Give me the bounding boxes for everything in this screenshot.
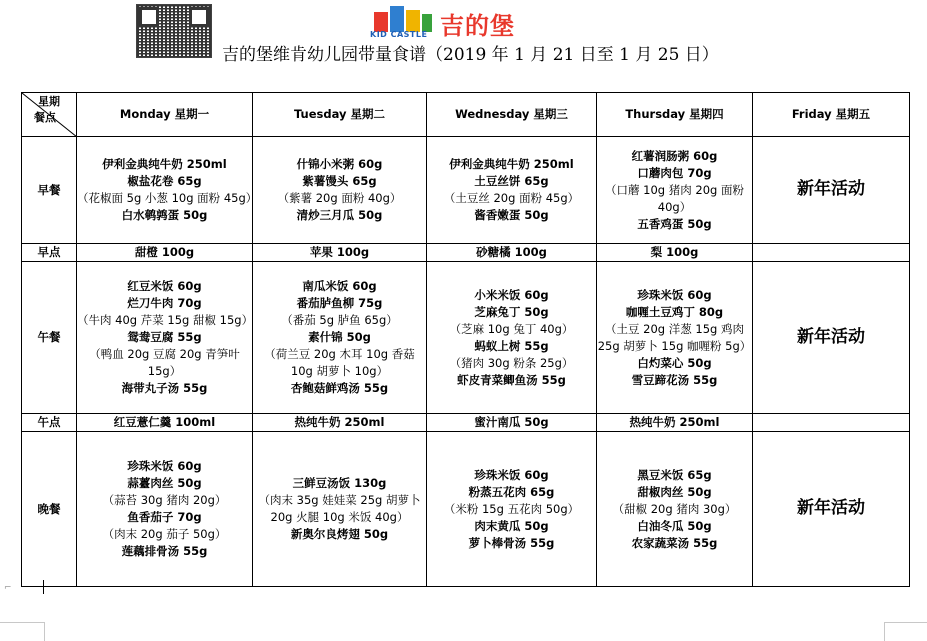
corner-bottom-label: 餐点	[34, 111, 56, 124]
ingredient-detail: （土豆 20g 洋葱 15g 鸡肉 25g 胡萝卜 15g 咖喱粉 5g）	[597, 321, 752, 353]
dish-item: 虾皮青菜鲫鱼汤 55g	[457, 372, 566, 387]
dish-item: 伊利金典纯牛奶 250ml	[102, 157, 227, 171]
page-margin-corner-right	[884, 622, 927, 641]
dish-item: 甜橙 100g	[134, 245, 195, 259]
menu-cell	[427, 244, 597, 262]
ingredient-detail: （甜椒 20g 猪肉 30g）	[612, 501, 737, 516]
meal-row	[22, 137, 910, 244]
meal-label: 早点	[22, 244, 77, 262]
page-margin-corner-left	[0, 622, 45, 641]
dish-item: 番茄胪鱼柳 75g	[296, 296, 383, 310]
margin-marker: ⌐	[4, 583, 12, 593]
day-header: Friday 星期五	[753, 93, 910, 137]
dish-item: 口蘑肉包 70g	[637, 165, 712, 180]
dish-item: 鸳鸯豆腐 55g	[127, 330, 202, 344]
dish-item: 萝卜棒骨汤 55g	[468, 535, 555, 550]
dish-item: 热纯牛奶 250ml	[629, 415, 720, 429]
dish-item: 苹果 100g	[309, 245, 370, 259]
meal-row	[22, 414, 910, 432]
menu-cell	[77, 432, 253, 587]
dish-item: 杏鲍菇鲜鸡汤 55g	[290, 381, 389, 395]
meal-row	[22, 262, 910, 414]
dish-item: 甜椒肉丝 50g	[637, 484, 712, 499]
dish-item: 雪豆蹄花汤 55g	[631, 372, 718, 387]
event-text: 新年活动	[797, 179, 865, 199]
dish-item: 蜜汁南瓜 50g	[474, 415, 549, 429]
event-text: 新年活动	[797, 498, 865, 518]
dish-item: 红薯润肠粥 60g	[631, 148, 718, 163]
dish-item: 梨 100g	[650, 245, 699, 259]
meal-row	[22, 432, 910, 587]
meal-label: 午餐	[22, 262, 77, 414]
dish-item: 椒盐花卷 65g	[127, 174, 202, 188]
dish-item: 什锦小米粥 60g	[296, 157, 383, 171]
dish-item: 珍珠米饭 60g	[637, 287, 712, 302]
ingredient-detail: （鸭血 20g 豆腐 20g 青笋叶 15g）	[89, 347, 240, 378]
dish-item: 素什锦 50g	[308, 330, 371, 344]
ingredient-detail: （肉末 35g 娃娃菜 25g 胡萝卜 20g 火腿 10g 米饭 40g）	[258, 493, 421, 524]
ingredient-detail: （猪肉 30g 粉条 25g）	[449, 355, 574, 370]
menu-cell	[253, 244, 427, 262]
menu-cell	[253, 414, 427, 432]
ingredient-detail: （牛肉 40g 芹菜 15g 甜椒 15g）	[77, 313, 254, 327]
dish-item: 珍珠米饭 60g	[474, 467, 549, 482]
ingredient-detail: （蒜苔 30g 猪肉 20g）	[102, 493, 227, 507]
dish-item: 伊利金典纯牛奶 250ml	[449, 157, 574, 171]
corner-top-label: 星期	[38, 95, 60, 108]
event-text: 新年活动	[797, 326, 865, 347]
dish-item: 粉蒸五花肉 65g	[468, 484, 555, 499]
dish-item: 白灼菜心 50g	[637, 355, 712, 370]
ingredient-detail: （芝麻 10g 兔丁 40g）	[449, 321, 574, 336]
dish-item: 蒜薹肉丝 50g	[127, 476, 202, 490]
dish-item: 新奥尔良烤翅 50g	[290, 527, 389, 541]
menu-cell	[597, 432, 753, 587]
header-row	[22, 93, 910, 137]
dish-item: 小米米饭 60g	[474, 287, 549, 302]
dish-item: 海带丸子汤 55g	[121, 381, 208, 395]
menu-cell	[753, 262, 910, 414]
menu-cell	[77, 414, 253, 432]
dish-item: 南瓜米饭 60g	[302, 279, 377, 293]
dish-item: 农家蔬菜汤 55g	[631, 535, 718, 550]
dish-item: 烂刀牛肉 70g	[127, 296, 202, 310]
dish-item: 珍珠米饭 60g	[127, 459, 202, 473]
dish-item: 热纯牛奶 250ml	[294, 415, 385, 429]
dish-item: 清炒三月瓜 50g	[296, 208, 383, 222]
menu-cell	[427, 137, 597, 244]
dish-item: 黑豆米饭 65g	[637, 467, 712, 482]
menu-cell	[597, 414, 753, 432]
menu-table	[21, 92, 910, 587]
castle-icon	[370, 2, 432, 38]
dish-item: 红豆米饭 60g	[127, 279, 202, 293]
menu-cell	[753, 414, 910, 432]
meal-row	[22, 244, 910, 262]
dish-item: 鱼香茄子 70g	[127, 510, 202, 524]
ingredient-detail: （花椒面 5g 小葱 10g 面粉 45g）	[77, 191, 258, 205]
dish-item: 酱香嫩蛋 50g	[474, 208, 549, 222]
dish-item: 五香鸡蛋 50g	[637, 216, 712, 231]
dish-item: 紫薯馒头 65g	[302, 174, 377, 188]
menu-cell	[597, 137, 753, 244]
day-header: Tuesday 星期二	[253, 93, 427, 137]
meal-label: 午点	[22, 414, 77, 432]
text-cursor	[43, 580, 44, 594]
menu-cell	[753, 432, 910, 587]
meal-label: 晚餐	[22, 432, 77, 587]
dish-item: 土豆丝饼 65g	[474, 174, 549, 188]
dish-item: 红豆薏仁羹 100ml	[113, 415, 216, 429]
menu-cell	[597, 244, 753, 262]
day-header: Monday 星期一	[77, 93, 253, 137]
dish-item: 芝麻兔丁 50g	[474, 304, 549, 319]
menu-cell	[427, 414, 597, 432]
menu-cell	[253, 137, 427, 244]
dish-item: 肉末黄瓜 50g	[474, 518, 549, 533]
menu-cell	[77, 137, 258, 244]
dish-item: 莲藕排骨汤 55g	[121, 544, 208, 558]
dish-item: 白水鹌鹑蛋 50g	[121, 208, 208, 222]
day-header: Thursday 星期四	[597, 93, 753, 137]
ingredient-detail: （番茄 5g 胪鱼 65g）	[281, 313, 398, 327]
menu-cell	[753, 244, 910, 262]
menu-cell	[597, 262, 753, 414]
ingredient-detail: （紫薯 20g 面粉 40g）	[277, 191, 402, 205]
meal-label: 早餐	[22, 137, 77, 244]
menu-cell	[77, 244, 253, 262]
menu-cell	[77, 262, 253, 414]
kid-castle-logo	[370, 2, 560, 40]
corner-cell	[22, 93, 77, 137]
day-header: Wednesday 星期三	[427, 93, 597, 137]
qr-code	[136, 4, 212, 58]
logo-brand-text: 吉的堡	[440, 12, 515, 40]
ingredient-detail: （口蘑 10g 猪肉 20g 面粉 40g）	[605, 182, 744, 214]
ingredient-detail: （土豆丝 20g 面粉 45g）	[443, 191, 580, 205]
dish-item: 三鲜豆汤饭 130g	[292, 476, 387, 490]
dish-item: 咖喱土豆鸡丁 80g	[625, 304, 724, 319]
ingredient-detail: （米粉 15g 五花肉 50g）	[443, 501, 580, 516]
dish-item: 砂糖橘 100g	[476, 245, 547, 259]
dish-item: 蚂蚁上树 55g	[474, 338, 549, 353]
ingredient-detail: （肉末 20g 茄子 50g）	[102, 527, 227, 541]
menu-cell	[753, 137, 910, 244]
logo-tagline: KID CASTLE	[370, 30, 428, 39]
menu-cell	[253, 262, 427, 414]
menu-cell	[253, 432, 427, 587]
dish-item: 白油冬瓜 50g	[637, 518, 712, 533]
page-title: 吉的堡维肯幼儿园带量食谱（2019 年 1 月 21 日至 1 月 25 日）	[222, 45, 719, 65]
menu-cell	[427, 262, 597, 414]
menu-cell	[427, 432, 597, 587]
ingredient-detail: （荷兰豆 20g 木耳 10g 香菇 10g 胡萝卜 10g）	[264, 347, 415, 378]
